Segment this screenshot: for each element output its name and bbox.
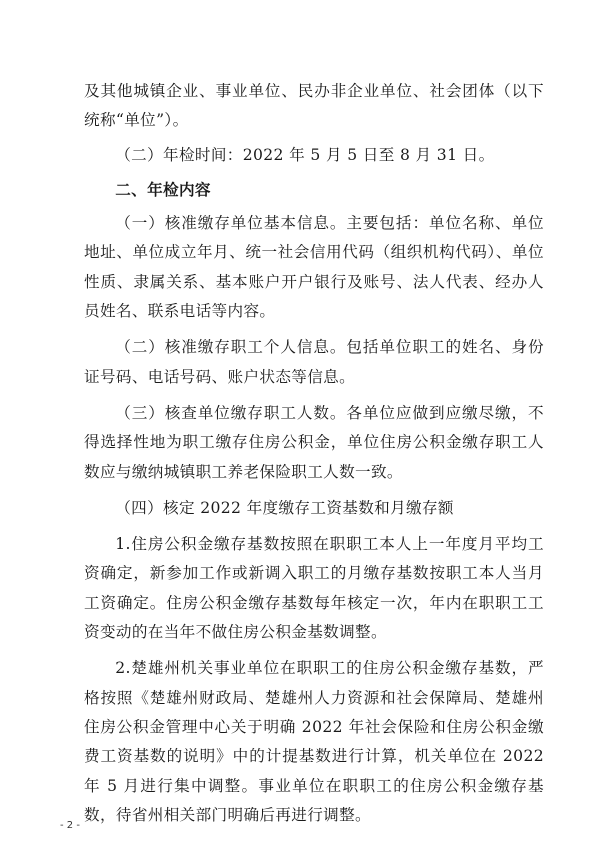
document-body	[84, 77, 544, 830]
page-number: - 2 -	[60, 820, 80, 831]
paragraph-employee-count: （三）核查单位缴存职工人数。各单位应做到应缴尽缴，不得选择性地为职工缴存住房公积金，单位住房公积金缴存职工人数应与缴纳城镇职工养老保险职工人数一致。	[84, 403, 544, 481]
paragraph-continuation: 及其他城镇企业、事业单位、民办非企业单位、社会团体（以下统称“单位”）。	[84, 82, 544, 130]
paragraph-employee-info: （二）核准缴存职工个人信息。包括单位职工的姓名、身份证号码、电话号码、账户状态等信息。	[84, 338, 544, 386]
paragraph-wage-base-heading: （四）核定 2022 年度缴存工资基数和月缴存额	[115, 498, 454, 517]
section-heading-inspection-content: 二、年检内容	[115, 179, 211, 199]
paragraph-inspection-time: （二）年检时间：2022 年 5 月 5 日至 8 月 31 日。	[115, 145, 495, 164]
paragraph-wage-base-rule-2: 2.楚雄州机关事业单位在职职工的住房公积金缴存基数，严格按照《楚雄州财政局、楚雄州人力资源和社会保障局、楚雄州住房公积金管理中心关于明确 2022 年社会保险和住房公积金缴费工资基数的说明》中的计提基数进行计算，机关单位在 2022 年 5 月进行集中调整。事业单位在职职工的住房公积金缴存基数，待省州相关部门明确后再进行调整。	[84, 659, 544, 824]
paragraph-wage-base-rule-1: 1.住房公积金缴存基数按照在职职工本人上一年度月平均工资确定，新参加工作或新调入职工的月缴存基数按职工本人当月工资确定。住房公积金缴存基数每年核定一次，年内在职职工工资变动的在当年不做住房公积金基数调整。	[84, 535, 544, 642]
paragraph-unit-info: （一）核准缴存单位基本信息。主要包括：单位名称、单位地址、单位成立年月、统一社会信用代码（组织机构代码）、单位性质、隶属关系、基本账户开户银行及账号、法人代表、经办人员姓名、联系电话等内容。	[84, 214, 544, 321]
